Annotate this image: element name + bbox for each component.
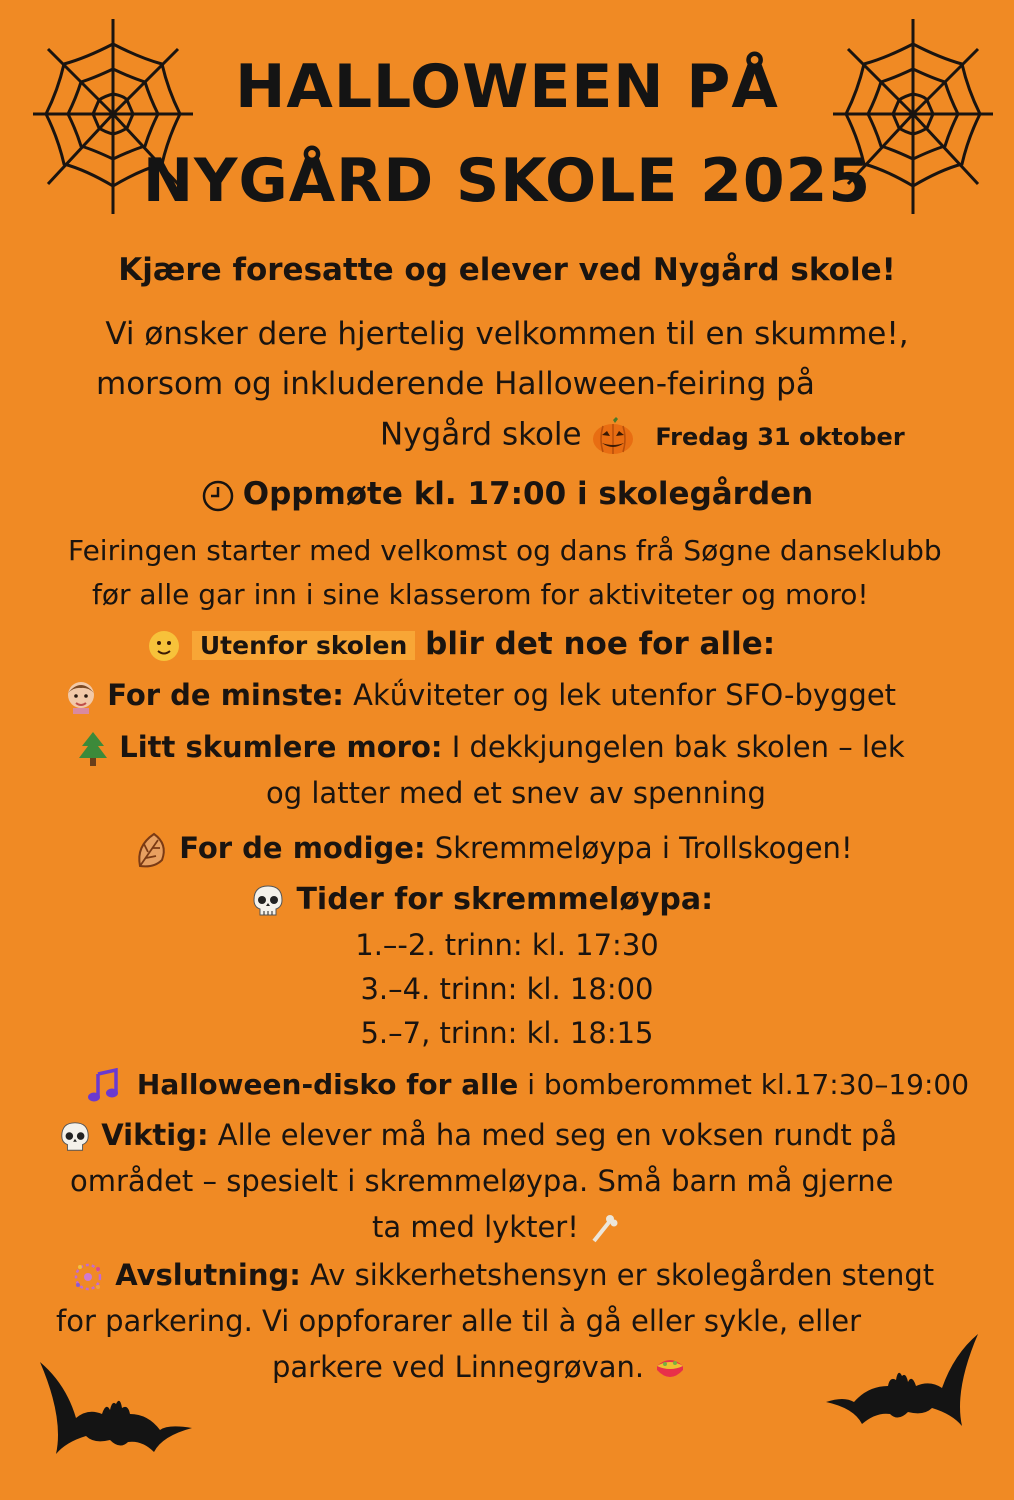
time-row: 5.–7, trinn: kl. 18:15 xyxy=(360,1016,654,1050)
outside-highlight: Utenfor skolen xyxy=(192,631,415,660)
disco-text: i bomberommet kl.17:30–19:00 xyxy=(527,1068,970,1101)
activity-row xyxy=(76,730,905,768)
important-line-1: Alle elever må ha med seg en voksen rundt på xyxy=(217,1118,898,1152)
activity-text-continued: og latter med et snev av spenning xyxy=(266,776,766,810)
tree-icon xyxy=(76,730,110,768)
closing-line-3: parkere ved Linnegrøvan. xyxy=(272,1350,645,1384)
face-icon xyxy=(146,628,182,664)
pumpkin-icon xyxy=(591,416,635,456)
times-heading-row xyxy=(250,882,713,919)
activity-label: Litt skumlere moro: xyxy=(119,730,443,764)
activity-text: I dekkjungelen bak skolen – lek xyxy=(451,730,905,764)
intro-line-2: morsom og inkluderende Halloween-feiring på xyxy=(96,366,815,402)
skull-icon xyxy=(58,1120,92,1154)
arrival-line-1: Feiringen starter med velkomst og dans frå Søgne danseklubb xyxy=(68,534,942,567)
bat-icon xyxy=(824,1330,982,1430)
arrival-heading: Oppmøte kl. 17:00 i skolegården xyxy=(242,476,814,512)
title-line-1: HALLOWEEN PÅ xyxy=(235,52,779,122)
candy-icon xyxy=(653,1352,687,1386)
important-label: Viktig: xyxy=(101,1118,209,1152)
activity-text: Skremmeløypa i Trollskogen! xyxy=(434,831,853,865)
intro-place: Nygård skole xyxy=(380,416,582,453)
leaf-icon xyxy=(134,830,170,870)
closing-line-3-row xyxy=(272,1350,687,1386)
disco-row xyxy=(86,1068,969,1104)
activity-row xyxy=(64,678,896,715)
arrival-line-2: før alle gar inn i sine klasserom for aktiviteter og moro! xyxy=(92,578,869,611)
title-line-2: NYGÅRD SKOLE 2025 xyxy=(142,146,872,216)
intro-line-1: Vi ønsker dere hjertelig velkommen til en skumme!, xyxy=(105,316,909,352)
time-row: 3.–4. trinn: kl. 18:00 xyxy=(360,972,654,1006)
closing-label: Avslutning: xyxy=(115,1258,301,1292)
event-date: Fredag 31 oktober xyxy=(655,422,905,451)
outside-row xyxy=(146,626,775,664)
important-line-3: ta med lykter! xyxy=(372,1210,579,1244)
activity-row xyxy=(134,830,853,870)
child-icon xyxy=(64,679,98,715)
clock-icon xyxy=(201,479,235,513)
confetti-icon xyxy=(70,1259,106,1295)
bone-icon xyxy=(588,1213,618,1245)
skull-icon xyxy=(250,883,286,919)
outside-rest: blir det noe for alle: xyxy=(425,626,776,662)
bat-icon xyxy=(36,1358,196,1458)
important-row xyxy=(58,1118,897,1154)
closing-line-2: for parkering. Vi oppforarer alle til à gå eller sykle, eller xyxy=(56,1304,862,1338)
arrival-heading-row xyxy=(0,476,1014,513)
greeting: Kjære foresatte og elever ved Nygård skole! xyxy=(118,252,896,288)
important-line-3-row xyxy=(372,1210,618,1245)
times-heading: Tider for skremmeløypa: xyxy=(296,882,714,917)
closing-line-1: Av sikkerhetshensyn er skolegården stengt xyxy=(310,1258,935,1292)
music-note-icon xyxy=(86,1068,120,1104)
important-line-2: området – spesielt i skremmeløypa. Små barn må gjerne xyxy=(70,1164,894,1198)
activity-label: For de modige: xyxy=(179,831,426,865)
disco-label: Halloween-disko for alle xyxy=(136,1068,519,1101)
activity-text: Akǘviteter og lek utenfor SFO-bygget xyxy=(353,678,897,712)
activity-label: For de minste: xyxy=(107,678,344,712)
closing-row xyxy=(70,1258,934,1295)
time-row: 1.–-2. trinn: kl. 17:30 xyxy=(355,928,659,962)
intro-line-3 xyxy=(380,416,905,456)
